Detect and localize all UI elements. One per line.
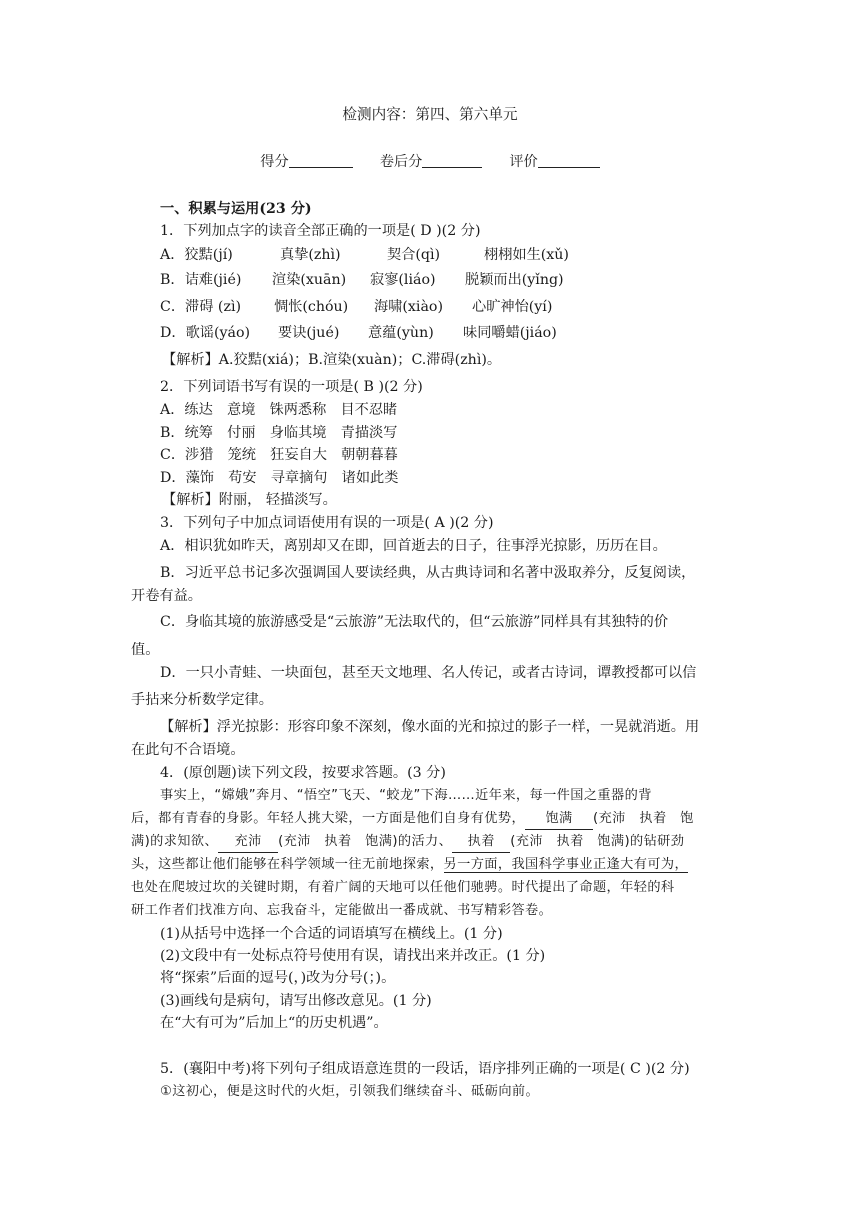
q4-sub2-answer: 将“探索”后面的逗号(，)改为分号(；)。: [160, 970, 396, 986]
q1-a-word4: 栩栩如生(xǔ): [484, 247, 569, 263]
q2-option-c: C．涉猎 笼统 狂妄自大 朝朝暮暮: [160, 447, 398, 463]
q5-item-1: ①这初心，便是这时代的火炬，引领我们继续奋斗、砥砺向前。: [160, 1084, 540, 1099]
score-blank: [289, 153, 353, 168]
q1-d-word4: 味同嚼蜡(jiáo): [463, 325, 557, 341]
q1-c-word2: 惆怅(chóu): [274, 299, 349, 315]
q3-stem: 3．下列句子中加点词语使用有误的一项是( A )(2 分): [160, 515, 494, 531]
q1-c-word3: 海啸(xiào): [374, 299, 443, 315]
q1-b-word4: 脱颖而出(yǐng): [465, 272, 564, 288]
q4-passage-text: 头，这些都让他们能够在科学领域一往无前地探索，: [131, 857, 444, 872]
q3-option-d-line2: 手拈来分析数学定律。: [131, 692, 273, 708]
q1-d-word1: D．歌谣(yáo): [160, 325, 251, 341]
q1-b-word3: 寂寥(liáo): [370, 272, 436, 288]
q2-option-a: A．练达 意境 铢两悉称 目不忍睹: [160, 402, 398, 418]
q4-passage-line3: [131, 832, 684, 853]
q2-analysis: 【解析】附丽， 轻描淡写。: [162, 492, 337, 508]
q1-b-word2: 渲染(xuān): [272, 272, 347, 288]
q4-options-text: (充沛 执着 饱: [593, 811, 694, 826]
q3-option-b-line1: B．习近平总书记多次强调国人要读经典，从古典诗词和名著中汲取养分，反复阅读，: [160, 565, 696, 581]
q1-option-a: [160, 245, 569, 265]
q1-b-word1: B．诘难(jié): [160, 272, 242, 288]
q4-sub3-answer: 在“大有可为”后加上“的历史机遇”。: [160, 1015, 388, 1031]
q2-stem: 2．下列词语书写有误的一项是( B )(2 分): [160, 379, 423, 395]
section-heading: 一、积累与运用(23 分): [160, 201, 312, 217]
evaluation-label: 评价: [509, 154, 538, 170]
evaluation-blank: [538, 153, 600, 168]
q3-option-c-line2: 值。: [131, 642, 160, 658]
q4-passage-line6: 研工作者们找准方向、忘我奋斗，定能做出一番成就、书写精彩答卷。: [131, 903, 553, 918]
q1-c-word1: C．滞碍 (zì): [160, 299, 242, 315]
q3-option-c-line1: C．身临其境的旅游感受是“云旅游”无法取代的，但“云旅游”同样具有其独特的价: [160, 614, 669, 630]
q4-answer-blank-1: 饱满: [525, 809, 593, 830]
q4-answer-blank-2: 充沛: [218, 832, 278, 853]
q4-sub3: (3)画线句是病句，请写出修改意见。(1 分): [160, 993, 432, 1009]
q1-option-d: [160, 323, 557, 343]
q3-option-a: A．相识犹如昨天，离别却又在即，回首逝去的日子，往事浮光掠影，历历在目。: [160, 538, 667, 554]
q4-options-text: (充沛 执着 饱满)的钻研劲: [510, 834, 685, 849]
q4-stem: 4．(原创题)读下列文段，按要求答题。(3 分): [160, 765, 446, 781]
q3-option-d-line1: D．一只小青蛙、一块面包，甚至天文地理、名人传记，或者古诗词，谭教授都可以信: [160, 665, 697, 681]
score-line: [0, 152, 860, 172]
q3-analysis-line2: 在此句不合语境。: [131, 742, 245, 758]
q1-option-b: [160, 270, 564, 290]
q4-passage-line1: 事实上，“嫦娥”奔月、“悟空”飞天、“蛟龙”下海……近年来，每一件国之重器的背: [160, 788, 652, 803]
q1-a-word3: 契合(qì): [387, 247, 441, 263]
q4-passage-line5: 也处在爬坡过坎的关键时期，有着广阔的天地可以任他们驰骋。时代提出了命题，年轻的科: [131, 880, 675, 895]
q4-passage-text: 后，都有青春的身影。年轻人挑大梁，一方面是他们自身有优势，: [131, 811, 526, 826]
q1-analysis: 【解析】A.狡黠(xiá)；B.渲染(xuàn)；C.滞碍(zhì)。: [162, 352, 502, 368]
q1-c-word4: 心旷神怡(yí): [472, 299, 553, 315]
q4-passage-line4: [131, 855, 688, 875]
q1-d-word2: 要诀(jué): [278, 325, 340, 341]
q4-sub1: (1)从括号中选择一个合适的词语填写在横线上。(1 分): [160, 926, 503, 942]
q1-d-word3: 意蕴(yùn): [368, 325, 434, 341]
q4-passage-line2: [131, 809, 694, 830]
q2-option-b: B．统筹 付丽 身临其境 青描淡写: [160, 425, 398, 441]
score-label: 得分: [260, 154, 289, 170]
q4-passage-text: 满)的求知欲、: [131, 834, 219, 849]
q2-option-d: D．藻饰 苟安 寻章摘句 诸如此类: [160, 470, 399, 486]
paper-score-blank: [422, 153, 482, 168]
q4-sub2: (2)文段中有一处标点符号使用有误，请找出来并改正。(1 分): [160, 948, 546, 964]
q3-analysis-line1: 【解析】浮光掠影：形容印象不深刻，像水面的光和掠过的影子一样，一晃就消逝。用: [160, 719, 700, 735]
q4-underlined-sentence: 另一方面，我国科学事业正逢大有可为，: [443, 857, 689, 872]
page-title: 检测内容：第四、第六单元: [342, 106, 518, 123]
q5-stem: 5．(襄阳中考)将下列句子组成语意连贯的一段话，语序排列正确的一项是( C )(2 分): [160, 1061, 690, 1077]
q1-a-word1: A．狡黠(jí): [160, 247, 233, 263]
q3-option-b-line2: 开卷有益。: [131, 588, 202, 604]
q1-stem: 1．下列加点字的读音全部正确的一项是( D )(2 分): [160, 223, 481, 239]
q4-answer-blank-3: 执着: [452, 832, 510, 853]
paper-score-label: 卷后分: [379, 154, 423, 170]
q1-a-word2: 真挚(zhì): [280, 247, 341, 263]
q1-option-c: [160, 297, 553, 317]
q4-options-text: (充沛 执着 饱满)的活力、: [278, 834, 453, 849]
